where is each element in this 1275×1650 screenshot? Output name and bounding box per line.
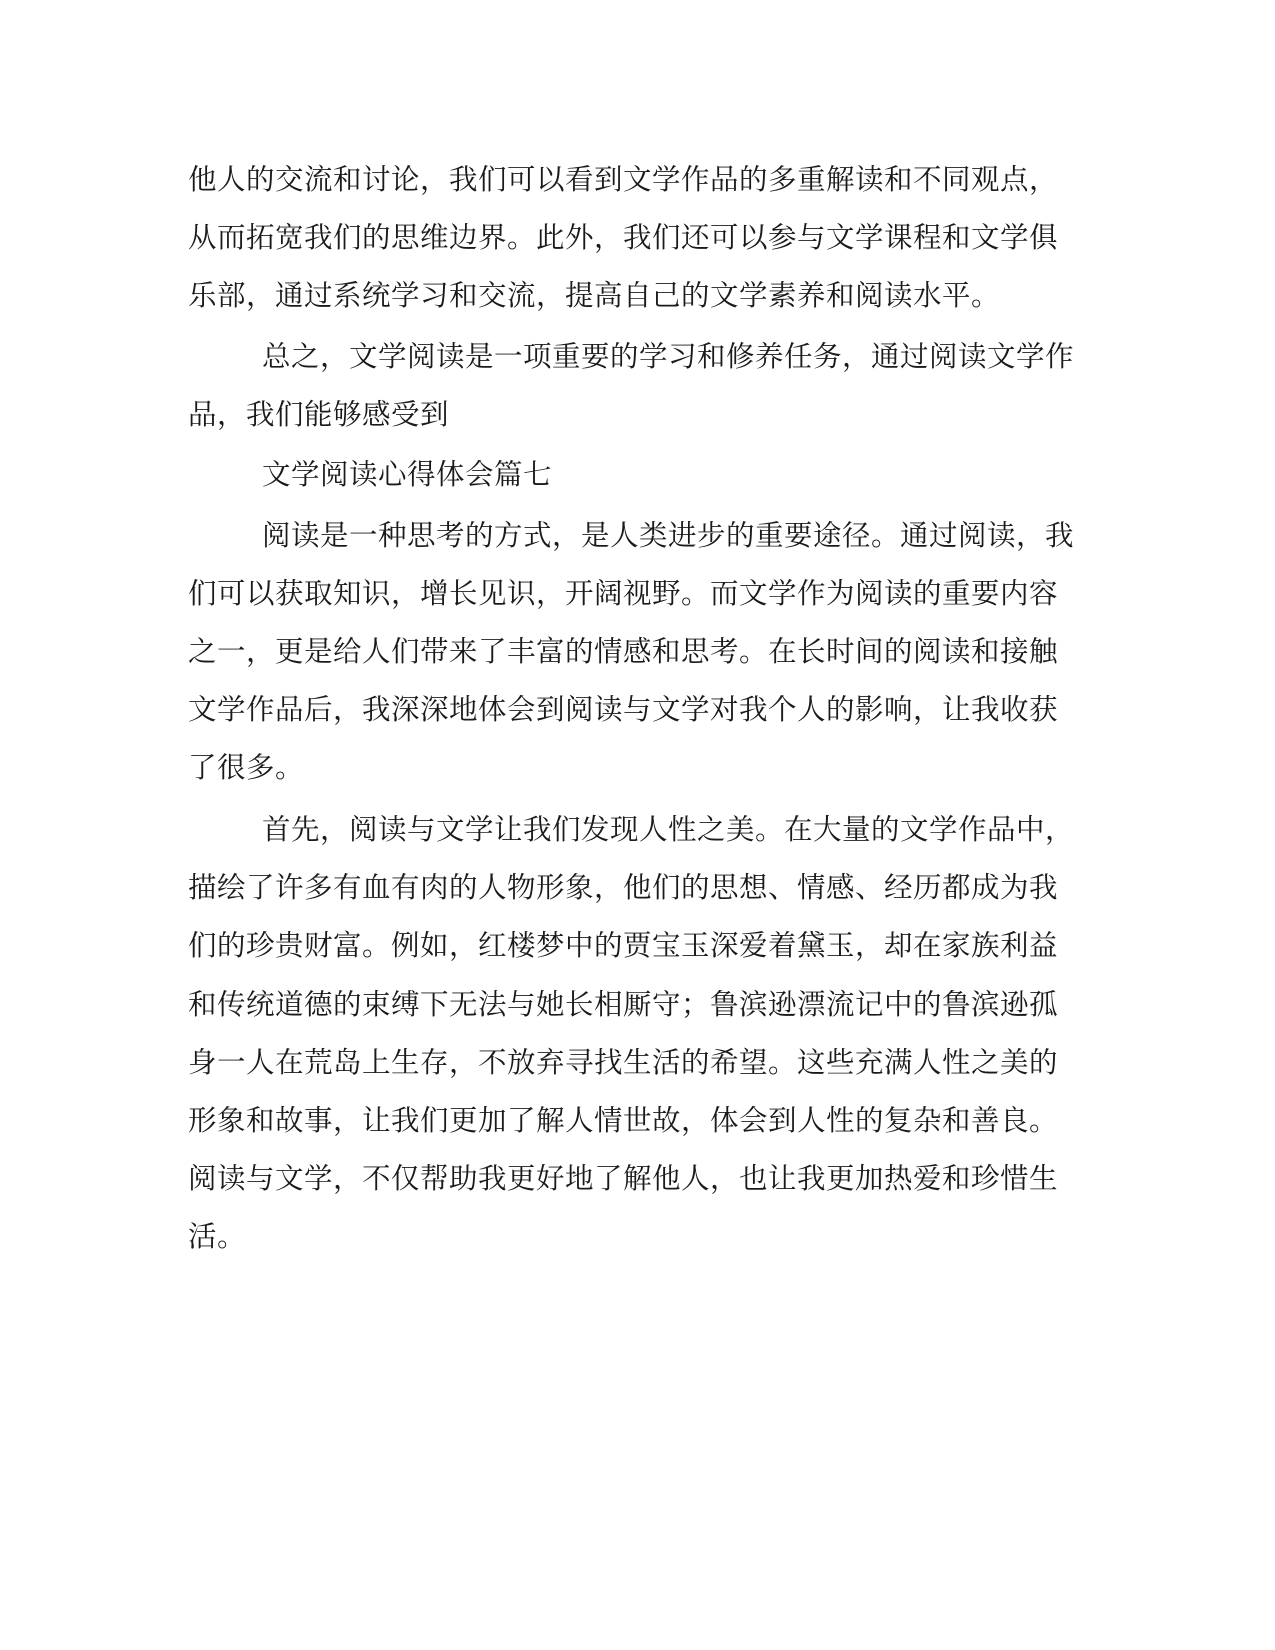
text-line: 活。 bbox=[188, 1220, 247, 1253]
paragraph-first-line: 总之，文学阅读是一项重要的学习和修养任务，通过阅读文学作 bbox=[262, 340, 1075, 373]
text-line: 之一，更是给人们带来了丰富的情感和思考。在长时间的阅读和接触 bbox=[188, 635, 1059, 668]
text-line: 身一人在荒岛上生存，不放弃寻找生活的希望。这些充满人性之美的 bbox=[188, 1046, 1059, 1079]
text-line: 从而拓宽我们的思维边界。此外，我们还可以参与文学课程和文学俱 bbox=[188, 221, 1059, 254]
text-line: 描绘了许多有血有肉的人物形象，他们的思想、情感、经历都成为我 bbox=[188, 871, 1059, 904]
text-line: 们的珍贵财富。例如，红楼梦中的贾宝玉深爱着黛玉，却在家族利益 bbox=[188, 929, 1059, 962]
text-line: 他人的交流和讨论，我们可以看到文学作品的多重解读和不同观点， bbox=[188, 163, 1059, 196]
text-line: 品，我们能够感受到 bbox=[188, 398, 450, 431]
text-line: 了很多。 bbox=[188, 751, 305, 784]
text-line: 文学作品后，我深深地体会到阅读与文学对我个人的影响，让我收获 bbox=[188, 693, 1059, 726]
paragraph-first-line: 首先，阅读与文学让我们发现人性之美。在大量的文学作品中， bbox=[262, 813, 1075, 846]
text-line: 乐部，通过系统学习和交流，提高自己的文学素养和阅读水平。 bbox=[188, 279, 1001, 312]
text-line: 们可以获取知识，增长见识，开阔视野。而文学作为阅读的重要内容 bbox=[188, 577, 1059, 610]
paragraph-first-line: 阅读是一种思考的方式，是人类进步的重要途径。通过阅读，我 bbox=[262, 519, 1075, 552]
text-line: 形象和故事，让我们更加了解人情世故，体会到人性的复杂和善良。 bbox=[188, 1104, 1059, 1137]
text-line: 和传统道德的束缚下无法与她长相厮守；鲁滨逊漂流记中的鲁滨逊孤 bbox=[188, 988, 1059, 1021]
text-line: 阅读与文学，不仅帮助我更好地了解他人，也让我更加热爱和珍惜生 bbox=[188, 1162, 1059, 1195]
section-heading: 文学阅读心得体会篇七 bbox=[262, 458, 553, 491]
